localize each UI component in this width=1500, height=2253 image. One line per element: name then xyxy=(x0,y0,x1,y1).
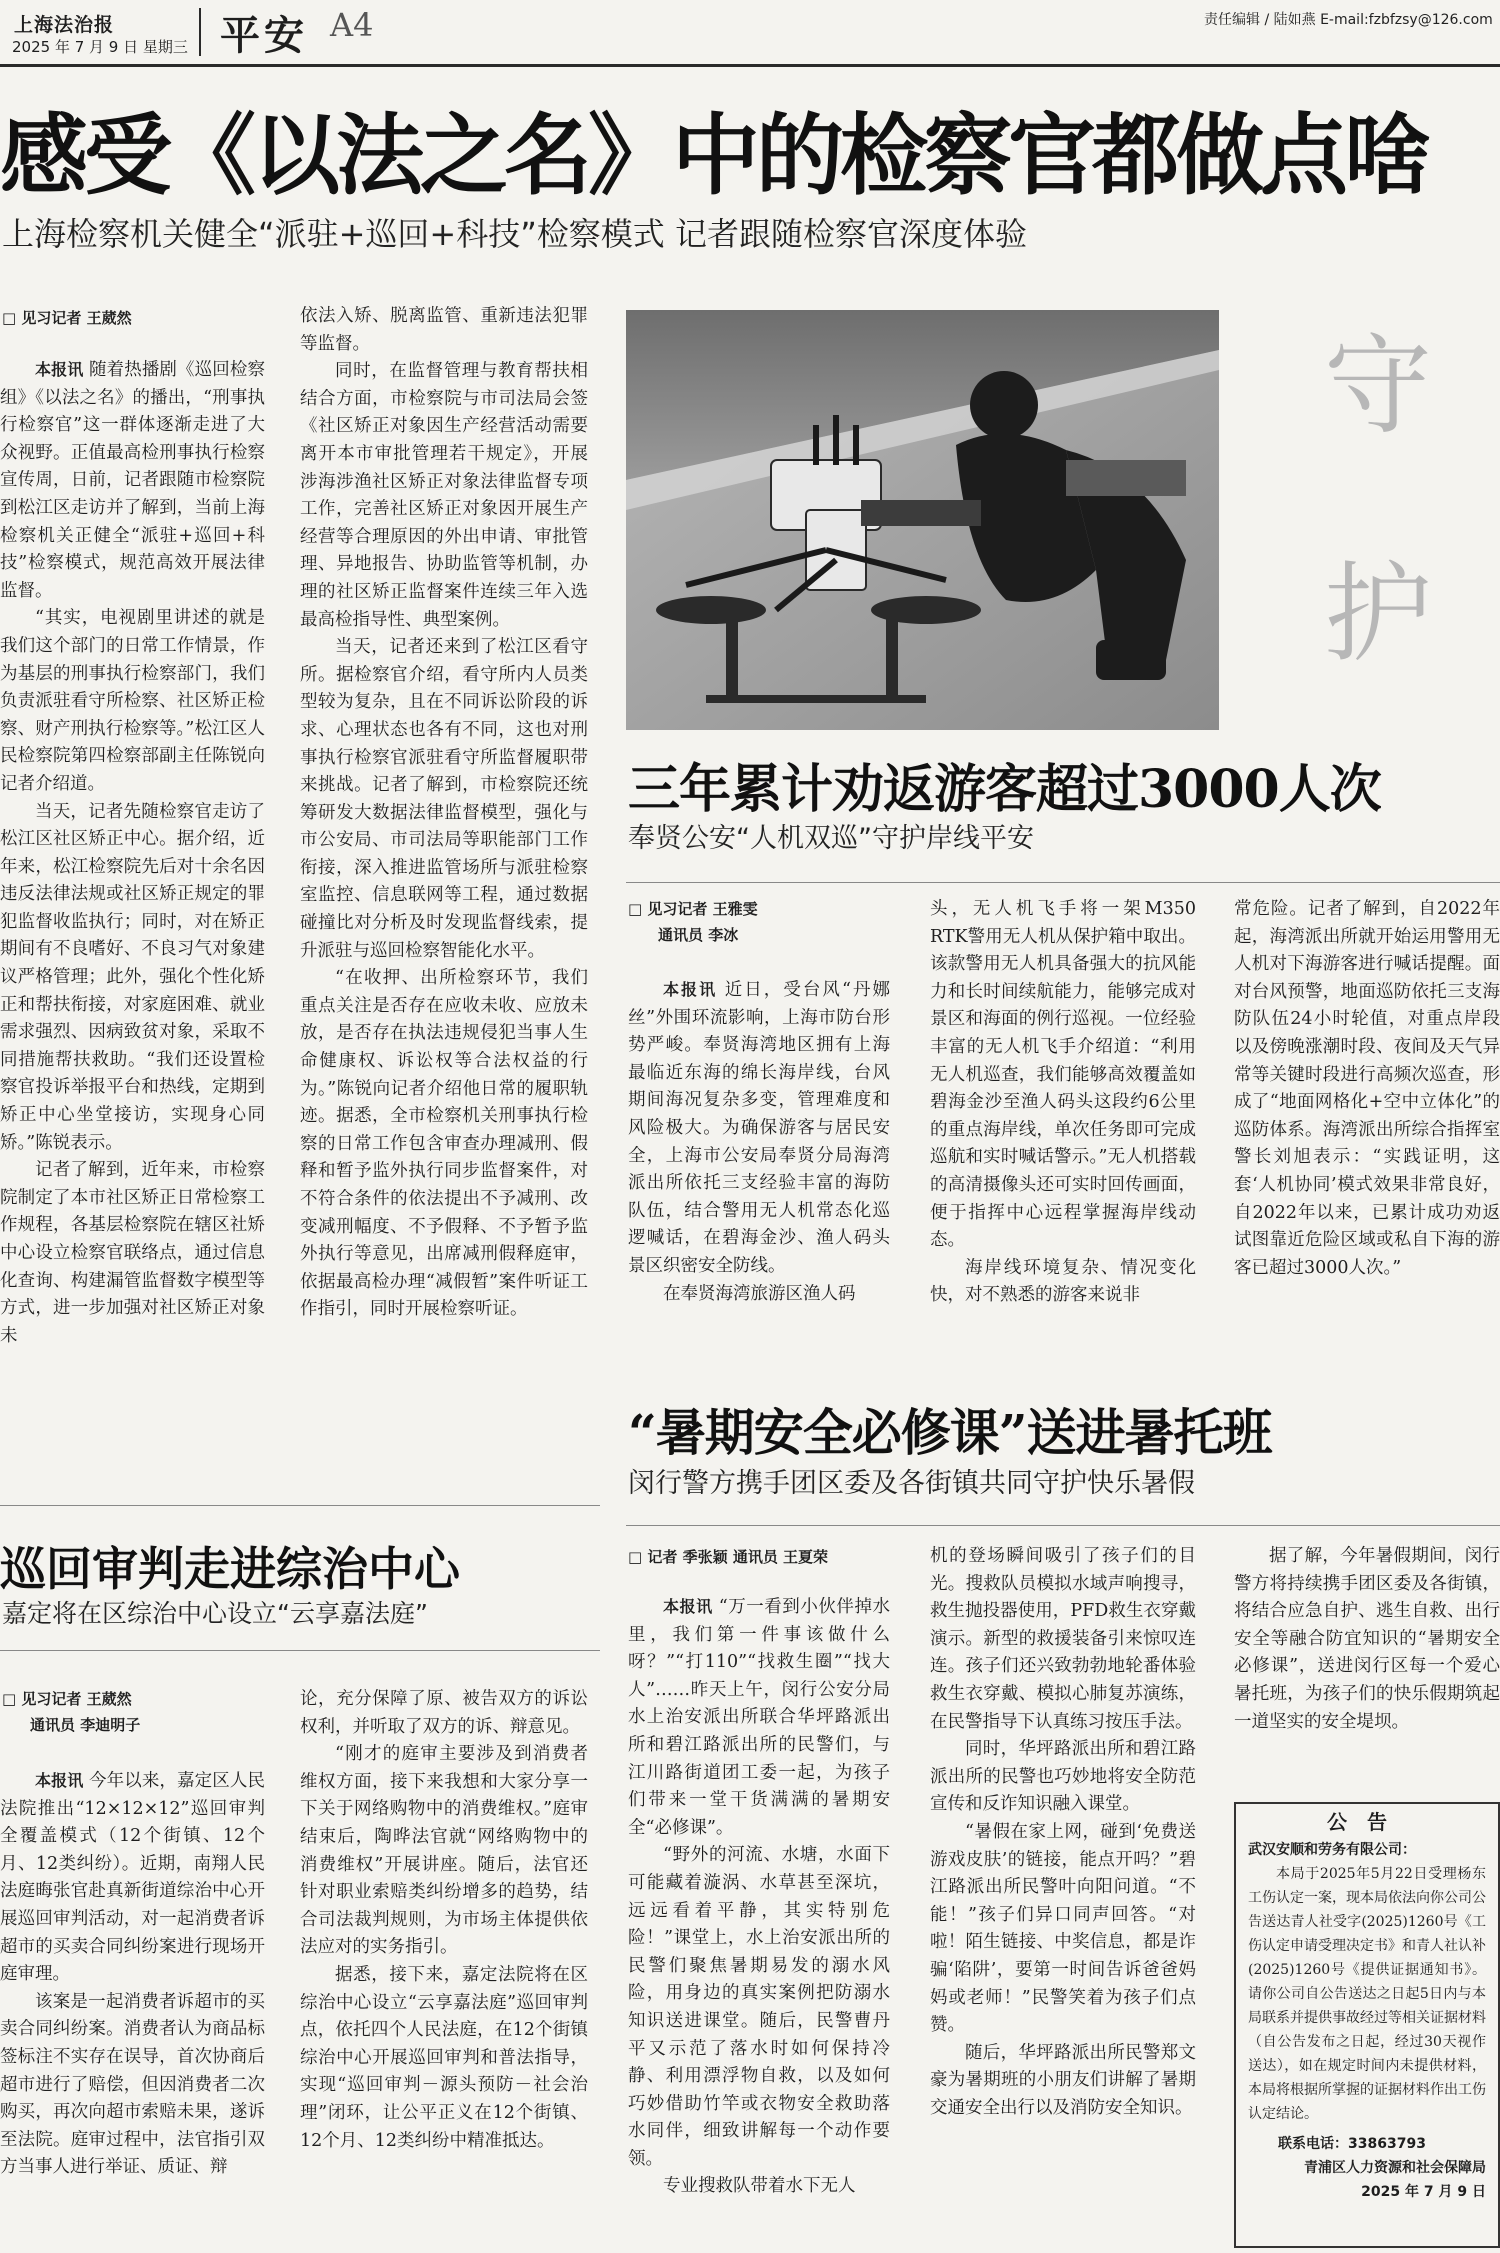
paragraph: 当天，记者先随检察官走访了松江区社区矫正中心。据介绍，近年来，松江检察院先后对十余名因违反法律法规或社区矫正规定的罪犯监督收监执行；同时，对在矫正期间有不良嗜好、不良习气对象建议严格管理；此外，强化个性化矫正和帮扶衔接，对家庭困难、就业需求强烈、因病致贫对象，采取不同措施帮扶救助。“我们还设置检察官投诉举报平台和热线，定期到矫正中心坐堂接访，实现身心同矫。”陈锐表示。 xyxy=(0,801,265,1153)
summer-story-subhead: 闵行警方携手团区委及各街镇共同守护快乐暑假 xyxy=(628,1468,1195,1499)
paragraph: 本报讯 今年以来，嘉定区人民法院推出“12×12×12”巡回审判全覆盖模式（12个街镇、12个月、12类纠纷）。近期，南翔人民法庭晦张官赴真新街道综治中心开展巡回审判活动，对一起消费者诉超市的买卖合同纠纷案进行现场开庭审理。 xyxy=(0,1771,265,1985)
paragraph: 海岸线环境复杂、情况变化快，对不熟悉的游客来说非 xyxy=(930,1257,1196,1306)
summer-story-headline: “暑期安全必修课”送进暑托班 xyxy=(628,1403,1272,1462)
paragraph: 头，无人机飞手将一架M350 RTK警用无人机从保护箱中取出。该款警用无人机具备强大的抗风能力和长时间续航能力，能够完成对景区和海面的例行巡视。一位经验丰富的无人机飞手介绍道：“利用无人机巡查，我们能够高效覆盖如碧海金沙至渔人码头这段约6公里的重点海岸线，单次任务即可完成巡航和实时喊话警示。”无人机搭载的高清摄像头还可实时回传画面，便于指挥中心远程掌握海岸线动态。 xyxy=(930,899,1196,1251)
notice-phone: 联系电话：33863793 xyxy=(1278,2136,1426,2152)
paragraph: 当天，记者还来到了松江区看守所。据检察官介绍，看守所内人员类型较为复杂，且在不同诉讼阶段的诉求、心理状态也各有不同，这也对刑事执行检察官派驻看守所监督履职带来挑战。记者了解到，市检察院还统筹研发大数据法律监督模型，强化与市公安局、市司法局等职能部门工作衔接，深入推进监管场所与派驻检察室监控、信息联网等工程，通过数据碰撞比对分析及时发现监督线索，提升派驻与巡回检察智能化水平。 xyxy=(300,637,588,961)
masthead-rule xyxy=(0,64,1500,67)
paragraph: “在收押、出所检察环节，我们重点关注是否存在应收未收、应放未放，是否存在执法违规侵犯当事人生命健康权、诉讼权等合法权益的行为。”陈锐向记者介绍他日常的履职轨迹。据悉，全市检察机关刑事执行检察的日常工作包含审查办理减刑、假释和暂予监外执行同步监督案件，对不符合条件的依法提出不予减刑、改变减刑幅度、不予假释、不予暂予监外执行等意见，出席减刑假释庭审，依据最高检办理“减假暂”案件听证工作指引，同时开展检察听证。 xyxy=(300,968,588,1320)
issue-date: 2025 年 7 月 9 日 星期三 xyxy=(12,38,188,56)
photo-story-headline: 三年累计劝返游客超过3000人次 xyxy=(628,759,1381,820)
paragraph: 该案是一起消费者诉超市的买卖合同纠纷案。消费者认为商品标签标注不实存在误导，首次协商后超市进行了赔偿，但因消费者二次购买，再次向超市索赔未果，遂诉至法院。庭审过程中，法官指引双方当事人进行举证、质证、辩 xyxy=(0,1991,265,2178)
top-story-headline: 感受《以法之名》中的检察官都做点啥 xyxy=(0,103,1429,207)
photo-story-column-2 xyxy=(930,896,1196,1356)
photo-illustration xyxy=(626,310,1219,730)
drone-pilot-photo xyxy=(626,310,1219,730)
summer-story-column-3 xyxy=(1234,1543,1500,1793)
photo-story-byline: □ 见习记者 王雅雯 xyxy=(628,900,758,918)
paragraph: 据悉，接下来，嘉定法院将在区综治中心设立“云享嘉法庭”巡回审判点，依托四个人民法庭，在12个街镇综治中心开展巡回审判和普法指导，实现“巡回审判－源头预防－社会治理”闭环，让公平正义在12个街镇、12个月、12类纠纷中精准抵达。 xyxy=(300,1964,588,2151)
divider xyxy=(626,882,1500,883)
summer-story-byline: □ 记者 季张颖 通讯员 王夏荣 xyxy=(628,1548,829,1566)
masthead-divider xyxy=(199,8,201,56)
paragraph: “刚才的庭审主要涉及到消费者维权方面，接下来我想和大家分享一下关于网络购物中的消费维权。”庭审结束后，陶晔法官就“网络购物中的消费维权”开展讲座。随后，法官还针对职业索赔类纠纷增多的趋势，结合司法裁判规则，为市场主体提供依法应对的实务指引。 xyxy=(300,1744,588,1958)
court-story-headline: 巡回审判走进综治中心 xyxy=(0,1542,460,1596)
court-story-column-2 xyxy=(300,1686,588,2253)
paragraph: “其实，电视剧里讲述的就是我们这个部门的日常工作情景，作为基层的刑事执行检察部门，我们负责派驻看守所检察、社区矫正检察、财产刑执行检察等。”松江区人民检察院第四检察部副主任陈锐向记者介绍道。 xyxy=(0,608,265,794)
lead-tag: 本报讯 xyxy=(35,360,84,379)
paragraph: “野外的河流、水塘，水面下可能藏着漩涡、水草甚至深坑，远远看着平静，其实特别危险！”课堂上，水上治安派出所的民警们聚焦暑期易发的溺水风险，用身边的真实案例把防溺水知识送进课堂。随后，民警曹丹平又示范了落水时如何保持冷静、利用漂浮物自救，以及如何巧妙借助竹竿或衣物安全救助落水同伴，细致讲解每一个动作要领。 xyxy=(628,1845,890,2169)
paragraph: 论，充分保障了原、被告双方的诉讼权利，并听取了双方的诉、辩意见。 xyxy=(300,1689,588,1737)
top-story-column-2 xyxy=(300,303,588,1493)
paragraph: 本报讯 “万一看到小伙伴掉水里，我们第一件事该做什么呀？”“打110”“找救生圈”“找大人”……昨天上午，闵行公安分局水上治安派出所联合华坪路派出所和碧江路派出所的民警们，与江川路街道团工委一起，为孩子们带来一堂干货满满的暑期安全“必修课”。 xyxy=(628,1597,890,1838)
notice-addressee: 武汉安顺和劳务有限公司： xyxy=(1248,1842,1416,1858)
summer-story-column-1 xyxy=(628,1593,890,2253)
court-story-subhead: 嘉定将在区综治中心设立“云享嘉法庭” xyxy=(2,1599,428,1628)
paragraph: 依法入矫、脱离监管、重新违法犯罪等监督。 xyxy=(300,306,588,354)
paragraph: 在奉贤海湾旅游区渔人码 xyxy=(663,1283,856,1304)
photo-story-column-3 xyxy=(1234,896,1500,1356)
paragraph: 随后，华坪路派出所民警郑文豪为暑期班的小朋友们讲解了暑期交通安全出行以及消防安全知识。 xyxy=(930,2042,1196,2118)
divider xyxy=(626,1525,1500,1526)
paragraph: 同时，华坪路派出所和碧江路派出所的民警也巧妙地将安全防范宣传和反诈知识融入课堂。 xyxy=(930,1739,1196,1815)
section-name: 平安 xyxy=(220,13,308,59)
lead-tag: 本报讯 xyxy=(663,1597,713,1616)
court-story-byline: □ 见习记者 王葳然 xyxy=(2,1690,132,1708)
paragraph: 机的登场瞬间吸引了孩子们的目光。搜救队员模拟水域声响搜寻，救生抛投器使用，PFD救生衣穿戴演示。新型的救援装备引来惊叹连连。孩子们还兴致勃勃地轮番体验救生衣穿戴、模拟心肺复苏演练，在民警指导下认真练习按压手法。 xyxy=(930,1546,1196,1732)
paragraph: 常危险。记者了解到，自2022年起，海湾派出所就开始运用警用无人机对下海游客进行喊话提醒。面对台风预警，地面巡防依托三支海防队伍24小时轮值，对重点岸段以及傍晚涨潮时段、夜间及天气异常等关键时段进行高频次巡查，形成了“地面网格化+空中立体化”的巡防体系。海湾派出所综合指挥室警长刘旭表示：“实践证明，这套‘人机协同’模式效果非常良好，自2022年以来，已累计成功劝返试图靠近危险区域或私自下海的游客已超过3000人次。” xyxy=(1234,899,1500,1278)
court-story-byline-2: 通讯员 李迪明子 xyxy=(30,1716,141,1734)
notice-date: 2025 年 7 月 9 日 xyxy=(1361,2184,1486,2200)
paragraph: 本报讯 近日，受台风“丹娜丝”外围环流影响，上海市防台形势严峻。奉贤海湾地区拥有上海最临近东海的绵长海岸线，台风期间海况复杂多变，管理难度和风险极大。为确保游客与居民安全，上海市公安局奉贤分局海湾派出所依托三支经验丰富的海防队伍，结合警用无人机常态化巡逻喊话，在碧海金沙、渔人码头景区织密安全防线。 xyxy=(628,980,890,1276)
paragraph: 专业搜救队带着水下无人 xyxy=(663,2176,856,2197)
summer-story-column-2 xyxy=(930,1543,1196,2253)
divider xyxy=(0,1650,600,1651)
notice-issuer: 青浦区人力资源和社会保障局 xyxy=(1304,2160,1486,2176)
top-story-column-1 xyxy=(0,356,265,1492)
photo-story-subhead: 奉贤公安“人机双巡”守护岸线平安 xyxy=(628,823,1034,854)
paragraph: 同时，在监督管理与教育帮扶相结合方面，市检察院与市司法局会签《社区矫正对象因生产经营活动需要离开本市审批管理若干规定》，开展涉海涉渔社区矫正对象法律监督专项工作，完善社区矫正对象因开展生产经营等合理原因的外出申请、审批管理、异地报告、协助监管等机制，办理的社区矫正监督案件连续三年入选最高检指导性、典型案例。 xyxy=(300,361,588,630)
notice-body xyxy=(1248,1838,1486,2126)
paragraph: 记者了解到，近年来，市检察院制定了本市社区矫正日常检察工作规程，各基层检察院在辖区社矫中心设立检察官联络点，通过信息化查询、构建漏管监督数字模型等方式，进一步加强对社区矫正对象未 xyxy=(0,1160,265,1346)
court-story-column-1 xyxy=(0,1767,265,2253)
divider xyxy=(0,1505,600,1506)
top-story-byline: □ 见习记者 王葳然 xyxy=(2,309,132,327)
editor-credit: 责任编辑 / 陆如燕 E-mail:fzbfzsy@126.com xyxy=(1204,12,1493,28)
paragraph: 本报讯 随着热播剧《巡回检察组》《以法之名》的播出，“刑事执行检察官”这一群体逐渐走进了大众视野。正值最高检刑事执行检察宣传周，日前，记者跟随市检察院到松江区走访并了解到，当前上海检察机关正健全“派驻+巡回+科技”检察模式，规范高效开展法律监督。 xyxy=(0,360,265,601)
paper-name: 上海法治报 xyxy=(14,14,115,36)
watermark-character: 护 xyxy=(1323,552,1432,677)
notice-title: 公告 xyxy=(1327,1810,1407,1834)
top-story-subhead: 上海检察机关健全“派驻+巡回+科技”检察模式 记者跟随检察官深度体验 xyxy=(2,215,1027,253)
lead-tag: 本报讯 xyxy=(663,980,718,999)
paragraph: “暑假在家上网，碰到‘免费送游戏皮肤’的链接，能点开吗？”碧江路派出所民警叶向阳问道。“不能！”孩子们异口同声回答。“对啦！陌生链接、中奖信息，都是诈骗‘陷阱’，要第一时间告诉爸爸妈妈或老师！”民警笑着为孩子们点赞。 xyxy=(930,1821,1196,2036)
notice-text: 本局于2025年5月22日受理杨东工伤认定一案，现本局依法向你公司公告送达青人社受字(2025)1260号《工伤认定申请受理决定书》和青人社认补(2025)1260号《提供证据通知书》。请你公司自公告送达之日起5日内与本局联系并提供事故经过等相关证据材料（自公告发布之日起，经过30天视作送达），如在规定时间内未提供材料，本局将根据所掌握的证据材料作出工伤认定结论。 xyxy=(1248,1866,1486,2122)
photo-story-byline-2: 通讯员 李冰 xyxy=(658,926,739,944)
watermark-character: 守 xyxy=(1323,324,1432,449)
lead-tag: 本报讯 xyxy=(35,1771,84,1790)
photo-story-column-1 xyxy=(628,976,890,1356)
paragraph: 据了解，今年暑假期间，闵行警方将持续携手团区委及各街镇，将结合应急自护、逃生自救、出行安全等融合防宜知识的“暑期安全必修课”，送进闵行区每一个爱心暑托班，为孩子们的快乐假期筑起一道坚实的安全堤坝。 xyxy=(1234,1546,1500,1732)
public-notice xyxy=(1234,1802,1500,2248)
page-number: A4 xyxy=(330,6,374,44)
